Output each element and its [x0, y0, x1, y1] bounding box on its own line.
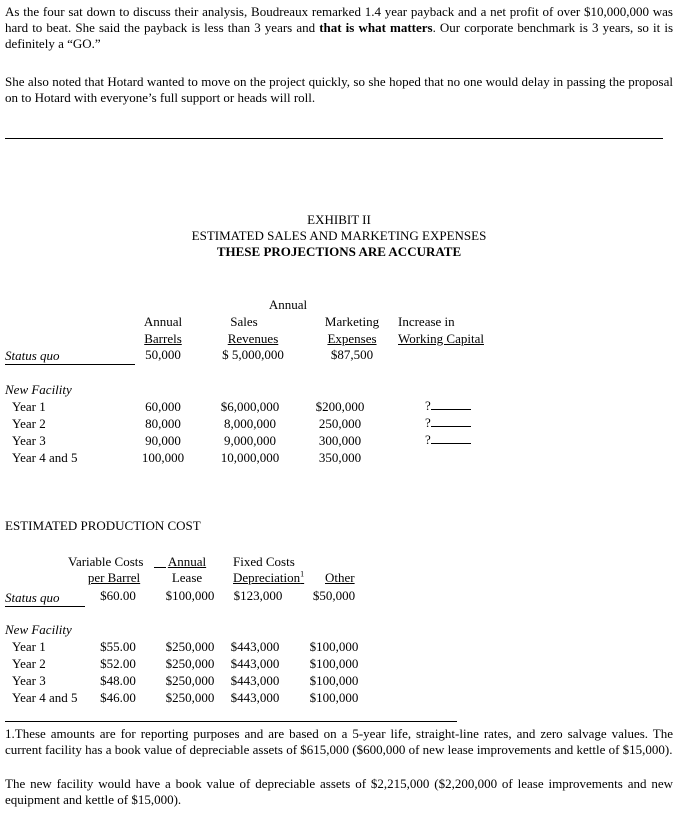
- sales-status-quo-label: Status quo: [5, 348, 60, 363]
- prod-row-lease: $250,000: [165, 690, 215, 705]
- prod-status-quo-variable: $60.00: [100, 588, 136, 603]
- prod-row-label: Year 1: [12, 639, 46, 654]
- prod-row-depreciation: $443,000: [230, 690, 280, 705]
- sales-row-marketing: 300,000: [318, 433, 362, 448]
- sales-row-barrels: 100,000: [141, 450, 185, 465]
- header-depreciation: [233, 570, 304, 586]
- paragraph-hotard: She also noted that Hotard wanted to move on the project quickly, so she hoped that no one would delay in passing the proposal on to Hotard with everyone’s full support or heads will roll.: [5, 74, 673, 105]
- header-marketing-line2: Expenses: [327, 331, 377, 346]
- sales-row-label: Year 1: [12, 399, 46, 414]
- prod-status-quo-rule: [5, 606, 85, 607]
- prod-row-variable: $46.00: [100, 690, 136, 705]
- exhibit-subtitle: THESE PROJECTIONS ARE ACCURATE: [216, 244, 462, 259]
- sales-row-revenue: $6,000,000: [220, 399, 280, 414]
- header-other: Other: [325, 570, 355, 585]
- prod-row-variable: $48.00: [100, 673, 136, 688]
- prod-row-lease: $250,000: [165, 673, 215, 688]
- sales-status-quo-barrels: 50,000: [145, 347, 181, 362]
- sales-status-quo-rule: [5, 364, 135, 365]
- working-capital-question: ?: [425, 415, 431, 430]
- prod-row-other: $100,000: [309, 690, 359, 705]
- prod-row-depreciation: $443,000: [230, 673, 280, 688]
- header-variable-line2: per Barrel: [87, 570, 141, 585]
- paragraph-emphasis: that is what matters: [319, 20, 433, 35]
- header-barrels-line2: Barrels: [144, 331, 182, 346]
- footnote-marker: 1: [300, 569, 305, 579]
- sales-row-revenue: 9,000,000: [224, 433, 276, 448]
- header-lease-line1: [163, 554, 211, 570]
- header-lease-rule: [154, 567, 166, 568]
- header-depreciation-text: Depreciation: [233, 570, 301, 585]
- sales-row-revenue: 8,000,000: [224, 416, 276, 431]
- working-capital-line: [431, 415, 471, 427]
- prod-row-other: $100,000: [309, 656, 359, 671]
- exhibit-label: EXHIBIT II: [307, 212, 371, 227]
- sales-row-marketing: 250,000: [318, 416, 362, 431]
- prod-row-depreciation: $443,000: [230, 656, 280, 671]
- prod-row-label: Year 3: [12, 673, 46, 688]
- paragraph-text: . Our corporate benchmark is 3 years, so it is definitely a “GO.”: [5, 20, 674, 51]
- working-capital-blank: [425, 432, 471, 448]
- prod-status-quo-label: Status quo: [5, 590, 60, 605]
- header-marketing-line1: Marketing: [324, 314, 380, 329]
- header-sales-line1: Sales: [230, 314, 258, 329]
- footnote-1: 1.These amounts are for reporting purposes and are based on a 5-year life, straight-line rates, and zero salvage values. The current facility has a book value of depreciable assets of $615,000 ($600,000 of new lease improvements and kettle of $15,000).: [5, 726, 673, 757]
- prod-new-facility-label: New Facility: [5, 622, 72, 637]
- sales-new-facility-label: New Facility: [5, 382, 72, 397]
- working-capital-line: [431, 398, 471, 410]
- footnote-rule: [5, 721, 457, 722]
- working-capital-question: ?: [425, 432, 431, 447]
- sales-row-label: Year 4 and 5: [12, 450, 78, 465]
- sales-status-quo-marketing: $87,500: [330, 347, 374, 362]
- sales-row-marketing: $200,000: [315, 399, 365, 414]
- sales-row-marketing: 350,000: [318, 450, 362, 465]
- sales-row-barrels: 80,000: [145, 416, 181, 431]
- prod-row-depreciation: $443,000: [230, 639, 280, 654]
- working-capital-blank: [425, 398, 471, 414]
- header-lease-line1-text: Annual: [167, 554, 207, 569]
- production-title: ESTIMATED PRODUCTION COST: [5, 518, 201, 533]
- prod-row-variable: $52.00: [100, 656, 136, 671]
- prod-row-variable: $55.00: [100, 639, 136, 654]
- exhibit-title: ESTIMATED SALES AND MARKETING EXPENSES: [191, 228, 487, 243]
- footnote-2: The new facility would have a book value of depreciable assets of $2,215,000 ($2,200,000 of lease improvements and new equipment and kettle of $15,000).: [5, 776, 673, 807]
- prod-row-label: Year 2: [12, 656, 46, 671]
- prod-row-label: Year 4 and 5: [12, 690, 78, 705]
- prod-status-quo-other: $50,000: [312, 588, 356, 603]
- working-capital-blank: [425, 415, 471, 431]
- section-divider: [5, 138, 663, 139]
- working-capital-question: ?: [425, 398, 431, 413]
- prod-row-lease: $250,000: [165, 639, 215, 654]
- sales-row-barrels: 90,000: [145, 433, 181, 448]
- header-fixed: Fixed Costs: [233, 554, 295, 569]
- header-lease-line2: Lease: [171, 570, 203, 585]
- header-variable-line1: Variable Costs: [68, 554, 144, 569]
- sales-row-label: Year 3: [12, 433, 46, 448]
- header-annual-top: Annual: [268, 297, 308, 312]
- sales-row-revenue: 10,000,000: [220, 450, 280, 465]
- prod-row-other: $100,000: [309, 639, 359, 654]
- prod-status-quo-depreciation: $123,000: [233, 588, 283, 603]
- paragraph-payback: [5, 4, 673, 52]
- header-wc-line2: Working Capital: [398, 331, 484, 346]
- sales-row-barrels: 60,000: [145, 399, 181, 414]
- prod-row-other: $100,000: [309, 673, 359, 688]
- header-barrels-line1: Annual: [143, 314, 183, 329]
- header-wc-line1: Increase in: [398, 314, 455, 329]
- working-capital-line: [431, 432, 471, 444]
- prod-status-quo-lease: $100,000: [165, 588, 215, 603]
- paragraph-text: As the four sat down to discuss their analysis, Boudreaux remarked 1.4 year payback and a net profit of over $10,000,000 was hard to beat. She said the payback is less than 3 years and: [5, 4, 673, 35]
- sales-status-quo-revenue: $ 5,000,000: [222, 347, 284, 362]
- header-sales-line2: Revenues: [227, 331, 279, 346]
- prod-row-lease: $250,000: [165, 656, 215, 671]
- sales-row-label: Year 2: [12, 416, 46, 431]
